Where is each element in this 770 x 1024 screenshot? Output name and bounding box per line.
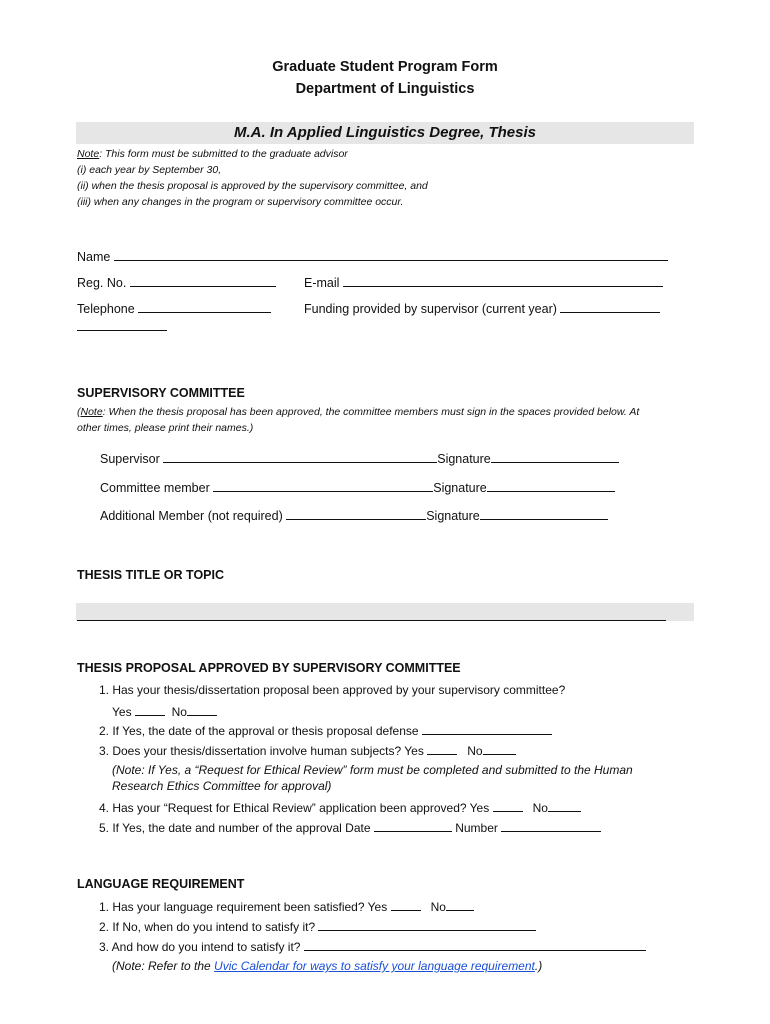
proposal-q1: 1. Has your thesis/dissertation proposal been approved by your supervisory committee? <box>99 683 566 697</box>
satisfy-when-field[interactable] <box>318 918 536 931</box>
language-q3-text: 3. And how do you intend to satisfy it? <box>99 940 301 954</box>
language-q1 <box>99 898 474 915</box>
degree-banner-text: M.A. In Applied Linguistics Degree, Thesis <box>234 124 536 141</box>
no-label: No <box>171 705 187 719</box>
yes-label: Yes <box>112 705 132 719</box>
additional-member-row <box>100 507 608 524</box>
proposal-q3-text: 3. Does your thesis/dissertation involve human subjects? Yes <box>99 744 424 758</box>
telephone-field[interactable] <box>138 300 271 313</box>
language-q2-text: 2. If No, when do you intend to satisfy it? <box>99 920 316 934</box>
committee-member-field[interactable] <box>213 479 433 492</box>
language-note-suffix: .) <box>534 959 543 973</box>
committee-member-signature-field[interactable] <box>487 479 615 492</box>
name-row <box>77 248 668 265</box>
intro-note-label: Note <box>77 148 100 160</box>
committee-note-line: : When the thesis proposal has been approved, the committee members must sign in the spaces provided below. At <box>102 406 640 418</box>
q1-no-field[interactable] <box>187 703 217 716</box>
lang-yes-field[interactable] <box>391 898 421 911</box>
additional-member-field[interactable] <box>286 507 426 520</box>
committee-member-row <box>100 479 615 496</box>
degree-banner <box>76 122 694 144</box>
department-title: Department of Linguistics <box>295 81 475 97</box>
thesis-title-band <box>76 603 694 621</box>
proposal-q4-text: 4. Has your “Request for Ethical Review” application been approved? Yes <box>99 801 490 815</box>
name-label: Name <box>77 250 111 264</box>
no-label: No <box>467 744 483 758</box>
additional-member-signature-field[interactable] <box>480 507 608 520</box>
email-label: E-mail <box>304 276 340 290</box>
no-label: No <box>430 900 446 914</box>
q3-yes-field[interactable] <box>427 742 457 755</box>
name-field[interactable] <box>114 248 668 261</box>
language-note <box>112 958 542 974</box>
intro-note-line: (iii) when any changes in the program or supervisory committee occur. <box>77 196 404 208</box>
reg-label: Reg. No. <box>77 276 127 290</box>
signature-label: Signature <box>426 509 480 523</box>
signature-label: Signature <box>437 452 491 466</box>
proposal-q3-note-line: (Note: If Yes, a “Request for Ethical Review” form must be completed and submitted to the Human <box>112 763 633 777</box>
no-label: No <box>532 801 548 815</box>
thesis-heading: THESIS TITLE OR TOPIC <box>77 568 225 582</box>
committee-note-line: other times, please print their names.) <box>77 422 254 434</box>
lang-no-field[interactable] <box>446 898 474 911</box>
proposal-q3 <box>99 742 516 759</box>
supervisor-signature-field[interactable] <box>491 450 619 463</box>
proposal-q3-note <box>112 762 633 794</box>
proposal-q3-note-line: Research Ethics Committee for approval) <box>112 779 332 793</box>
language-heading: LANGUAGE REQUIREMENT <box>77 877 245 891</box>
intro-note-line: : This form must be submitted to the graduate advisor <box>99 148 348 160</box>
email-row <box>304 274 663 291</box>
proposal-heading: THESIS PROPOSAL APPROVED BY SUPERVISORY COMMITTEE <box>77 661 461 675</box>
committee-member-label: Committee member <box>100 481 210 495</box>
proposal-q1-answer <box>112 703 217 720</box>
language-q1-text: 1. Has your language requirement been satisfied? Yes <box>99 900 388 914</box>
approval-date-field[interactable] <box>422 722 552 735</box>
reg-field[interactable] <box>130 274 276 287</box>
committee-heading: SUPERVISORY COMMITTEE <box>77 386 245 400</box>
proposal-q4 <box>99 799 581 816</box>
committee-note: (Note: When the thesis proposal has been approved, the committee members must sign in the spaces provided below. At other times, please print their names.) <box>77 404 707 436</box>
number-label: Number <box>455 821 498 835</box>
approval-number-field[interactable] <box>501 819 601 832</box>
supervisor-label: Supervisor <box>100 452 160 466</box>
supervisor-field[interactable] <box>163 450 437 463</box>
reg-row <box>77 274 276 291</box>
supervisor-row <box>100 450 619 467</box>
language-note-prefix: (Note: Refer to the <box>112 959 215 973</box>
funding-label: Funding provided by supervisor (current year) <box>304 302 557 316</box>
funding-row <box>304 300 660 317</box>
additional-member-label: Additional Member (not required) <box>100 509 283 523</box>
committee-note-label: Note <box>80 406 103 418</box>
funding-field[interactable] <box>560 300 660 313</box>
email-field[interactable] <box>343 274 663 287</box>
q4-yes-field[interactable] <box>493 799 523 812</box>
intro-note <box>77 146 428 210</box>
q1-yes-field[interactable] <box>135 703 165 716</box>
funding-field-continued[interactable] <box>77 330 167 331</box>
proposal-q5-text: 5. If Yes, the date and number of the approval Date <box>99 821 371 835</box>
language-q2 <box>99 918 536 935</box>
form-title: Graduate Student Program Form <box>272 59 498 75</box>
q4-no-field[interactable] <box>548 799 581 812</box>
approval-date-number-field[interactable] <box>374 819 452 832</box>
telephone-label: Telephone <box>77 302 135 316</box>
intro-note-line: (i) each year by September 30, <box>77 164 222 176</box>
proposal-q5 <box>99 819 601 836</box>
proposal-q2-text: 2. If Yes, the date of the approval or thesis proposal defense <box>99 724 419 738</box>
signature-label: Signature <box>433 481 487 495</box>
proposal-q2 <box>99 722 552 739</box>
uvic-calendar-link[interactable]: Uvic Calendar for ways to satisfy your language requirement <box>214 959 535 973</box>
q3-no-field[interactable] <box>483 742 516 755</box>
intro-note-line: (ii) when the thesis proposal is approved by the supervisory committee, and <box>77 180 428 192</box>
telephone-row <box>77 300 271 317</box>
language-q3 <box>99 938 646 955</box>
satisfy-how-field[interactable] <box>304 938 646 951</box>
thesis-title-field[interactable] <box>77 620 666 621</box>
